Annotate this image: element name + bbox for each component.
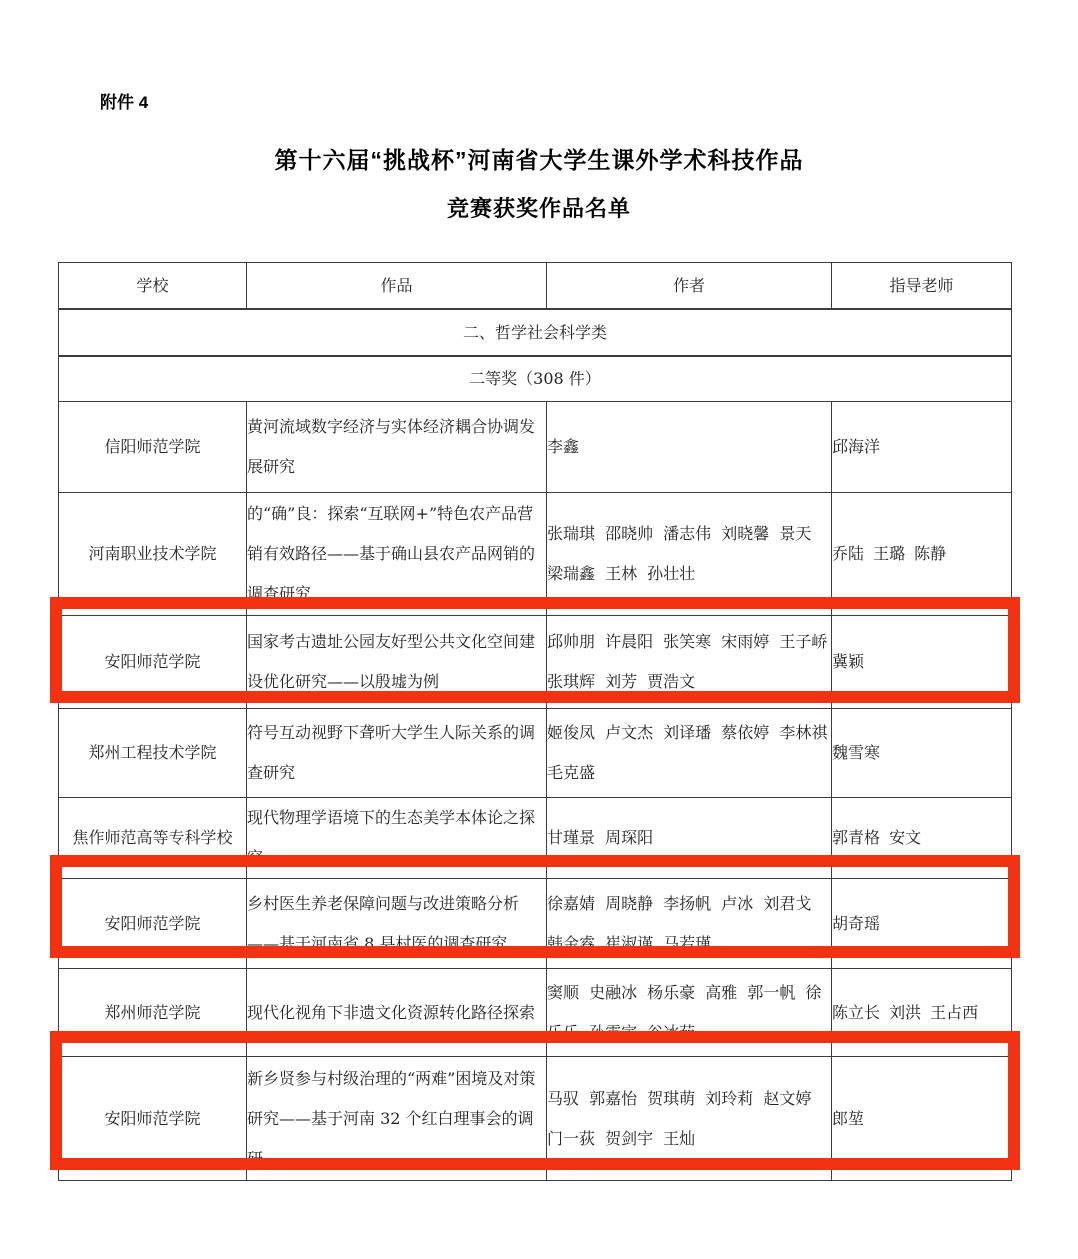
award-level-label: 二等奖（308 件） (59, 356, 1012, 402)
work-cell: 黄河流域数字经济与实体经济耦合协调发展研究 (247, 402, 547, 493)
work-cell: 现代物理学语境下的生态美学本体论之探究 (247, 798, 547, 879)
school-cell: 河南职业技术学院 (59, 493, 247, 616)
header-advisors: 指导老师 (832, 263, 1012, 310)
advisors-cell: 郎堃 (832, 1057, 1012, 1181)
authors-cell: 甘瑾景 周琛阳 (547, 798, 832, 879)
award-level-row (59, 356, 1012, 402)
advisors-cell: 郭青格 安文 (832, 798, 1012, 879)
authors-cell: 邱帅朋 许晨阳 张笑寒 宋雨婷 王子峤 张琪辉 刘芳 贾浩文 (547, 616, 832, 709)
work-cell: 乡村医生养老保障问题与改进策略分析——基于河南省 8 县村医的调查研究 (247, 879, 547, 969)
header-school: 学校 (59, 263, 247, 310)
advisors-cell: 乔陆 王璐 陈静 (832, 493, 1012, 616)
table-row (59, 798, 1012, 879)
table-header-row (59, 263, 1012, 310)
table-row (59, 402, 1012, 493)
table-row (59, 969, 1012, 1057)
advisors-cell: 魏雪寒 (832, 709, 1012, 798)
category-row (59, 309, 1012, 356)
school-cell: 安阳师范学院 (59, 616, 247, 709)
authors-cell: 马驭 郭嘉怡 贺琪萌 刘玲莉 赵文婷 门一荻 贺剑宇 王灿 (547, 1057, 832, 1181)
school-cell: 安阳师范学院 (59, 1057, 247, 1181)
header-work: 作品 (247, 263, 547, 310)
work-cell: 的“确”良：探索“互联网+”特色农产品营销有效路径——基于确山县农产品网销的调查研究 (247, 493, 547, 616)
document-title-line2: 竞赛获奖作品名单 (446, 196, 631, 221)
advisors-cell: 邱海洋 (832, 402, 1012, 493)
document-title-line1: 第十六届“挑战杯”河南省大学生课外学术科技作品 (274, 147, 804, 173)
table-row-highlighted (59, 879, 1012, 969)
authors-cell: 姬俊凤 卢文杰 刘译璠 蔡依婷 李林祺 毛克盛 (547, 709, 832, 798)
authors-cell: 张瑞琪 邵晓帅 潘志伟 刘晓馨 景天 梁瑞鑫 王林 孙壮壮 (547, 493, 832, 616)
awards-table (58, 262, 1012, 1181)
advisors-cell: 胡奇瑶 (832, 879, 1012, 969)
school-cell: 焦作师范高等专科学校 (59, 798, 247, 879)
school-cell: 郑州师范学院 (59, 969, 247, 1057)
table-row (59, 709, 1012, 798)
header-authors: 作者 (547, 263, 832, 310)
table-row (59, 493, 1012, 616)
work-cell: 新乡贤参与村级治理的“两难”困境及对策研究——基于河南 32 个红白理事会的调研 (247, 1057, 547, 1181)
advisors-cell: 冀颖 (832, 616, 1012, 709)
authors-cell: 李鑫 (547, 402, 832, 493)
authors-cell: 窦顺 史融冰 杨乐豪 高雅 郭一帆 徐乐乐 孙震宇 谷冰茹 (547, 969, 832, 1057)
school-cell: 信阳师范学院 (59, 402, 247, 493)
table-row-highlighted (59, 616, 1012, 709)
work-cell: 现代化视角下非遗文化资源转化路径探索 (247, 969, 547, 1057)
table-row-highlighted (59, 1057, 1012, 1181)
work-cell: 国家考古遗址公园友好型公共文化空间建设优化研究——以殷墟为例 (247, 616, 547, 709)
authors-cell: 徐嘉婧 周晓静 李扬帆 卢冰 刘君戈 韩金睿 崔淑谨 马若瑾 (547, 879, 832, 969)
attachment-label: 附件 4 (100, 93, 149, 112)
work-cell: 符号互动视野下聋听大学生人际关系的调查研究 (247, 709, 547, 798)
category-label: 二、哲学社会科学类 (59, 309, 1012, 356)
advisors-cell: 陈立长 刘洪 王占西 (832, 969, 1012, 1057)
school-cell: 郑州工程技术学院 (59, 709, 247, 798)
school-cell: 安阳师范学院 (59, 879, 247, 969)
